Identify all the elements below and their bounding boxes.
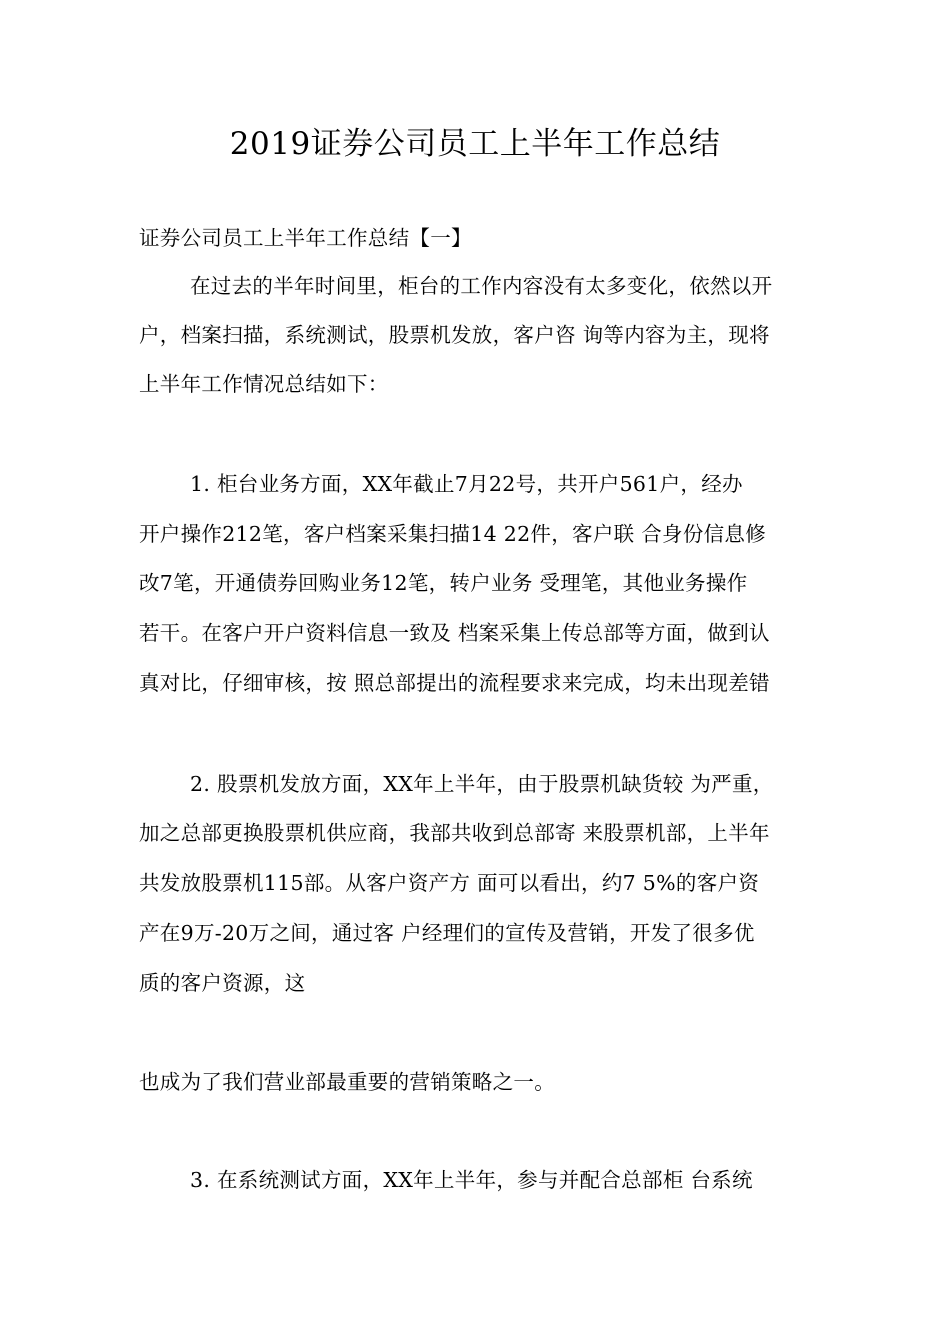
paragraph-line: 加之总部更换股票机供应商，我部共收到总部寄 来股票机部，上半年 <box>139 821 770 845</box>
paragraph-line: 若干。在客户开户资料信息一致及 档案采集上传总部等方面，做到认 <box>139 621 770 645</box>
paragraph-line: 1. 柜台业务方面，XX年截止7月22号，共开户561户，经办 <box>190 472 743 496</box>
paragraph-line: 共发放股票机115部。从客户资产方 面可以看出，约7 5%的客户资 <box>139 871 760 895</box>
paragraph-line: 上半年工作情况总结如下： <box>139 372 389 396</box>
paragraph-line: 2. 股票机发放方面，XX年上半年，由于股票机缺货较 为严重， <box>190 772 774 796</box>
paragraph-line: 在过去的半年时间里，柜台的工作内容没有太多变化，依然以开 <box>190 274 773 298</box>
paragraph-line: 改7笔，开通债券回购业务12笔，转户业务 受理笔，其他业务操作 <box>139 571 748 595</box>
paragraph-line: 3. 在系统测试方面，XX年上半年，参与并配合总部柜 台系统 <box>190 1168 753 1192</box>
paragraph-line: 真对比，仔细审核，按 照总部提出的流程要求来完成，均未出现差错 <box>139 671 770 695</box>
paragraph-line: 质的客户资源，这 <box>139 971 306 995</box>
paragraph-line: 开户操作212笔，客户档案采集扫描14 22件，客户联 合身份信息修 <box>139 522 767 546</box>
paragraph-line: 户，档案扫描，系统测试，股票机发放，客户咨 询等内容为主，现将 <box>139 323 770 347</box>
document-title: 2019证券公司员工上半年工作总结 <box>229 126 721 162</box>
section-heading: 证券公司员工上半年工作总结【一】 <box>139 226 472 250</box>
paragraph-line: 产在9万-20万之间，通过客 户经理们的宣传及营销，开发了很多优 <box>139 921 755 945</box>
paragraph-line: 也成为了我们营业部最重要的营销策略之一。 <box>139 1070 555 1094</box>
